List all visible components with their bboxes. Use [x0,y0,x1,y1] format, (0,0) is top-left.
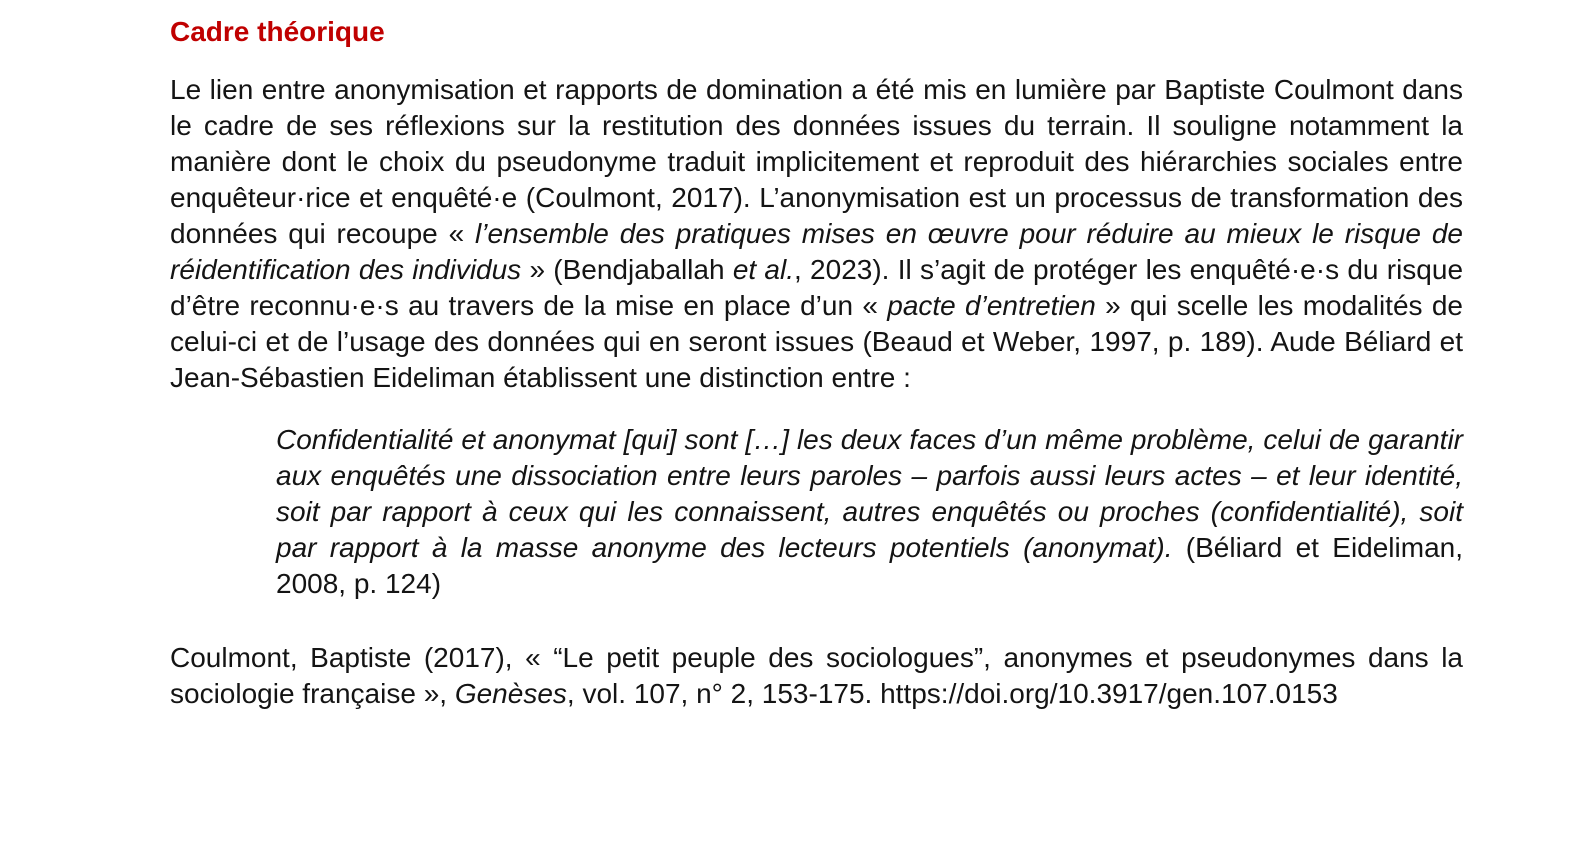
section-heading: Cadre théorique [170,16,385,47]
text-run: Confidentialité et anonymat [qui] sont […] les deux faces d’un même problème, celui de garantir aux enquêtés une dissociation entre leurs paroles – parfois aussi leurs actes – et leur identité, soit par rapport à ceux qui les connaissent, autres enquêtés ou proches (confidentialité), soit par rapport à la masse anonyme des lecteurs potentiels (anonymat). [276,424,1463,563]
text-column [170,14,1463,712]
text-run: pacte d’entretien [887,290,1096,321]
text-run: Coulmont, Baptiste (2017), « “Le petit peuple des sociologues”, anonymes et pseudonymes dans la sociologie française », [170,642,1463,709]
reference-citation [170,640,1463,712]
text-run: Le lien entre anonymisation et rapports de domination a été mis en lumière par Baptiste Coulmont dans le cadre de ses réflexions sur la restitution des données issues du terrain. Il souligne notamment la manière dont le choix du pseudonyme traduit implicitement et reproduit des hiérarchies sociales entre enquêteur·rice et enquêté·e (Coulmont, 2017). L’anonymisation est un processus de transformation des données qui recoupe « [170,74,1463,249]
body-paragraph [170,72,1463,396]
text-run: (Béliard et Eideliman, 2008, p. 124) [276,532,1463,599]
text-run: , 2023). Il s’agit de protéger les enquêté·e·s du risque d’être reconnu·e·s au travers de la mise en place d’un « [170,254,1464,321]
text-run: l’ensemble des pratiques mises en œuvre pour réduire au mieux le risque de réidentification des individus [170,218,1463,285]
text-run: , vol. 107, n° 2, 153-175. https://doi.org/10.3917/gen.107.0153 [566,678,1338,709]
text-run: et al. [732,254,795,285]
text-run: » (Bendjaballah [521,254,733,285]
text-run: » qui scelle les modalités de celui-ci et de l’usage des données qui en seront issues (Beaud et Weber, 1997, p. 189). Aude Béliard et Jean-Sébastien Eideliman établissent une distinction entre : [170,290,1463,393]
text-run: Genèses [454,678,567,709]
block-quote [276,422,1463,602]
